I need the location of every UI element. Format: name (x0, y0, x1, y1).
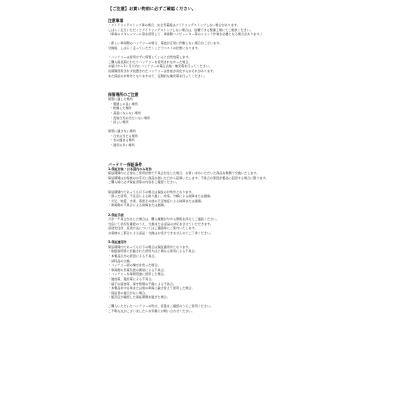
warranty-line: ・バッテリーを業務用途に使用した場合。 (108, 272, 167, 277)
storage-bad-item: ・水の溜まる場所 (110, 138, 135, 143)
storage-bad-item: ・日光の当たる場所 (110, 133, 138, 138)
warranty-line: ・保証書の提示がない場合。 (108, 290, 149, 295)
storage-good-item: ・涼しい場所 (110, 120, 129, 125)
warranty-line: ・火災、地震、水害、落雷その他の天災地変による故障または損傷。 (108, 198, 204, 203)
notes-line: 長期間使用されず放置されたバッテリーは性能が劣化するおそれがあります。 (108, 68, 217, 73)
notes-line: 交換後、しばらく走っていただくことでベストの状態になります。 (108, 45, 201, 50)
warranty-line: 万が一不具合が生じた場合は、購入履歴が分かる情報を添えてご連絡ください。 (108, 217, 220, 222)
warranty-line: ご購入時に必ず保証書等の内容をご確認ください。 (108, 180, 180, 185)
storage-good-list (108, 102, 296, 125)
warranty-line: ・誤った使用、不注意による取り扱い、改造、分解による故障または損傷。 (108, 194, 214, 199)
notes-body (108, 23, 296, 78)
notes-line: しばらく走行いただくとアイドリングストップしない場合は、信頼できる整備工場にてご相談ください。 (108, 27, 253, 32)
warranty-line: 保証期間内に正常なご使用状態で不具合が生じた場合、お買い求めいただいた商品を無償で交換いたします。 (108, 171, 260, 176)
warranty-line: ・端子の腐食等、保守管理の不備による不具合。 (108, 281, 177, 286)
storage-good-item: ・高温にならない場所 (110, 110, 141, 115)
warranty-line: ・本製品以外の原因による不具合。 (108, 253, 158, 258)
warranty-line: ・バッテリー液の補水を怠った場合。 (108, 263, 161, 268)
warranty-line: お客様のご都合による返品・交換はお受けできませんのでご了承ください。 (108, 230, 214, 235)
storage-good-item: ・風通しの良い場所 (110, 101, 138, 106)
storage-good-intro: 保管に適した場所 (108, 97, 133, 102)
storage-good-item: ・直射日光の当たらない場所 (110, 115, 151, 120)
notes-heading: 注意事項 (108, 18, 124, 23)
notes-line: ・アイドリングストップ車の場合、完全充電後はアイドリングストップしない場合があります。 (108, 23, 240, 27)
storage-bad-list (108, 134, 296, 148)
warranty-line: ・車両側の充電系統の異常による不具合。 (108, 267, 167, 272)
warranty-line: 保証期間内であっても以下の場合は保証適用外となります。 (108, 244, 192, 249)
storage-heading: 保管場所のご注意 (108, 92, 139, 98)
notes-line: ご購入後長期にわたりバッテリーを使用されなかった場合、 (108, 59, 192, 64)
warranty-line: ・取扱説明書に記載された使用方法と異なる使用による不具合。 (108, 249, 198, 254)
warranty-line: ・販売店が確認した保証期間を過ぎた場合。 (108, 295, 170, 300)
warranty-line: ご不明な点がございましたらお気軽にお問い合わせください。 (108, 309, 195, 314)
warranty-line: ご購入いただいたバッテリーの形式、容量をご確認のうえご使用ください。 (108, 304, 214, 309)
warranty-sub2: 2.保証手続 (108, 212, 124, 217)
warranty-heading: バッテリー保証条件 (108, 161, 143, 167)
notes-line: また保証の対象外となりますので、定期的な補充電を行ってください。 (108, 73, 207, 78)
warranty-line: ・過放電、過充電による不具合。 (108, 276, 155, 281)
notes-line: お届けから1ヶ月以内にバッテリーの電圧点検・補充電を行ってください。 (108, 64, 213, 69)
warranty-line: ・消耗品の交換。 (108, 258, 133, 263)
storage-good-item: ・乾燥した場所 (110, 106, 132, 111)
warranty-line: 保証期間内であっても以下の場合は保証の対象外となります。 (108, 189, 195, 194)
warranty-line: 返送先住所、返送方法についてはご連絡時にご案内いたします。 (108, 226, 198, 231)
notes-line: （車両のスキャンツール等を使用して、車両側コンピューター等のリセット作業が必要になる場合があります。） (108, 32, 264, 37)
storage-bad-intro: 保管に適さない場所 (108, 129, 136, 134)
storage-bad-item: ・湿気の多い場所 (110, 143, 135, 148)
warranty-line: ・車両側の不具合による故障または損傷。 (108, 203, 167, 208)
warranty-body-3 (108, 245, 296, 314)
warranty-body-2 (108, 217, 296, 235)
notes-line: ・新しい車両側のバッテリーの場合、電池が正常に作動しない場合がございます。 (108, 41, 223, 46)
warranty-body-1 (108, 171, 296, 208)
warranty-line: 当店にて状況を確認のうえ、交換または返品の対応をさせていただきます。 (108, 221, 214, 226)
warranty-sub3: 3.保証適用外 (108, 240, 127, 245)
document-page (108, 6, 296, 314)
warranty-line: ・本製品を中古車または他の車両に載せ替えて使用した場合。 (108, 286, 195, 291)
page-title: 【ご注意】お買い物前に必ずご確認ください。 (108, 6, 196, 11)
notes-line: ・バッテリーは使用せずに保管していると自然放電します。 (108, 55, 192, 60)
warranty-line: 保証期間はお客様のお手元に商品が届いた日から起算いたします。不具合の原因が製品に起因する場合に限ります。 (108, 175, 269, 180)
warranty-sub1: 1.保証対象・日本国内のみ有効 (108, 166, 152, 171)
